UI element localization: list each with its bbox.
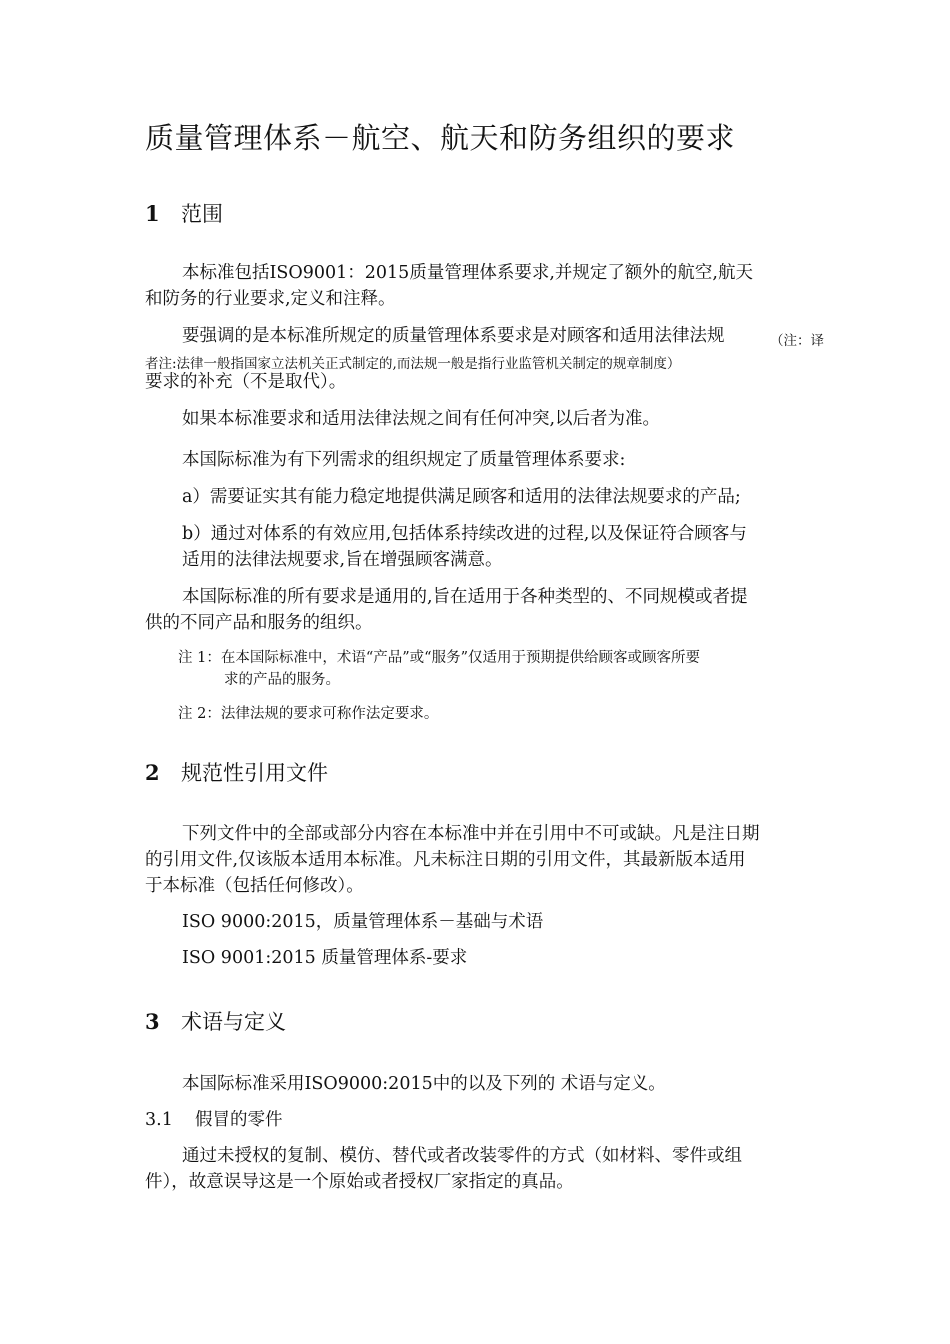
note-line: 求的产品的服务。 — [224, 672, 340, 688]
paragraph-line: 如果本标准要求和适用法律法规之间有任何冲突,以后者为准。 — [182, 409, 661, 429]
paragraph-line: 要强调的是本标准所规定的质量管理体系要求是对顾客和适用法律法规 — [182, 326, 725, 346]
paragraph-line: 要求的补充（不是取代）。 — [145, 372, 347, 392]
paragraph-line: 的引用文件,仅该版本适用本标准。凡未标注日期的引用文件，其最新版本适用 — [145, 850, 746, 870]
section-number: 1 — [145, 201, 160, 226]
list-item: b）通过对体系的有效应用,包括体系持续改进的过程,以及保证符合顾客与 — [182, 524, 747, 544]
paragraph-line: 本国际标准为有下列需求的组织规定了质量管理体系要求: — [182, 450, 626, 470]
section-2-heading — [145, 757, 328, 787]
section-3-heading — [145, 1006, 286, 1036]
paragraph-line: 和防务的行业要求,定义和注释。 — [145, 289, 396, 309]
reference-item: ISO 9001:2015 质量管理体系-要求 — [182, 948, 468, 968]
paragraph-line: 本国际标准采用ISO9000:2015中的以及下列的 术语与定义。 — [182, 1074, 666, 1094]
section-title: 术语与定义 — [181, 1010, 286, 1034]
section-number: 2 — [145, 760, 160, 785]
reference-item: ISO 9000:2015，质量管理体系－基础与术语 — [182, 912, 544, 932]
note-line: 注 2：法律法规的要求可称作法定要求。 — [178, 706, 439, 722]
subsection-heading — [145, 1107, 283, 1133]
paragraph-line: 本国际标准的所有要求是通用的,旨在适用于各种类型的、不同规模或者提 — [182, 587, 748, 607]
paragraph-line: 于本标准（包括任何修改）。 — [145, 876, 364, 896]
list-item: a）需要证实其有能力稳定地提供满足顾客和适用的法律法规要求的产品; — [182, 487, 741, 507]
note-line: 注 1：在本国际标准中，术语“产品”或“服务”仅适用于预期提供给顾客或顾客所要 — [178, 650, 700, 666]
section-title: 规范性引用文件 — [181, 761, 328, 785]
paragraph-line: 件），故意误导这是一个原始或者授权厂家指定的真品。 — [145, 1172, 574, 1192]
footnote-overlap: （注：译 — [770, 333, 824, 349]
paragraph-line: 下列文件中的全部或部分内容在本标准中并在引用中不可或缺。凡是注日期 — [182, 824, 760, 844]
list-item: 适用的法律法规要求,旨在增强顾客满意。 — [182, 550, 503, 570]
paragraph-line: 通过未授权的复制、模仿、替代或者改装零件的方式（如材料、零件或组 — [182, 1146, 742, 1166]
subsection-title: 假冒的零件 — [195, 1110, 283, 1130]
paragraph-line: 本标准包括ISO9001：2015质量管理体系要求,并规定了额外的航空,航天 — [182, 263, 753, 283]
subsection-number: 3.1 — [145, 1110, 173, 1130]
section-1-heading — [145, 198, 223, 228]
section-title: 范围 — [181, 202, 223, 226]
translator-note: 者注:法律一般指国家立法机关正式制定的,而法规一般是指行业监管机关制定的规章制度） — [145, 356, 681, 372]
paragraph-line: 供的不同产品和服务的组织。 — [145, 613, 373, 633]
section-number: 3 — [145, 1009, 160, 1034]
document-title: 质量管理体系－航空、航天和防务组织的要求 — [145, 121, 736, 155]
